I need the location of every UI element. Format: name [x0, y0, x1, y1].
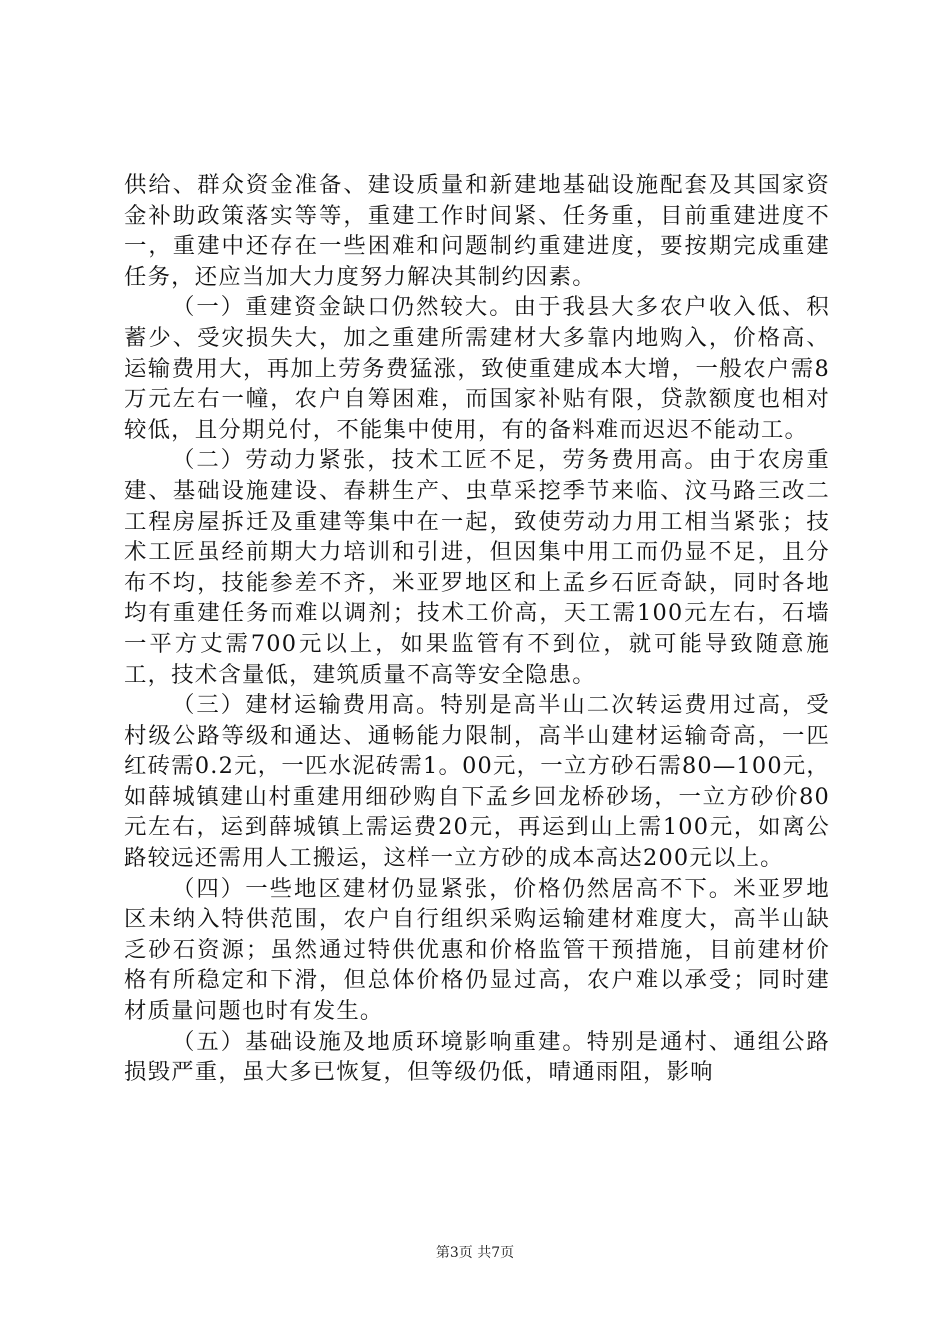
paragraph-intro: 供给、群众资金准备、建设质量和新建地基础设施配套及其国家资金补助政策落实等等，重建工作时间紧、任务重，目前重建进度不一，重建中还存在一些困难和问题制约重建进度，要按期完成重建任务，还应当加大力度努力解决其制约因素。	[124, 172, 830, 290]
paragraph-labor-shortage: （二）劳动力紧张，技术工匠不足，劳务费用高。由于农房重建、基础设施建设、春耕生产、虫草采挖季节来临、汶马路三改二工程房屋拆迁及重建等集中在一起，致使劳动力用工相当紧张；技术工匠虽经前期大力培训和引进，但因集中用工而仍显不足，且分布不均，技能参差不齐，米亚罗地区和上孟乡石匠奇缺，同时各地均有重建任务而难以调剂；技术工价高，天工需100元左右，石墙一平方丈需700元以上，如果监管有不到位，就可能导致随意施工，技术含量低，建筑质量不高等安全隐患。	[124, 447, 830, 688]
paragraph-funding-gap: （一）重建资金缺口仍然较大。由于我县大多农户收入低、积蓄少、受灾损失大，加之重建所需建材大多靠内地购入，价格高、运输费用大，再加上劳务费猛涨，致使重建成本大增，一般农户需8万元左右一幢，农户自筹困难，而国家补贴有限，贷款额度也相对较低，且分期兑付，不能集中使用，有的备料难而迟迟不能动工。	[124, 294, 830, 443]
paragraph-transport-cost: （三）建材运输费用高。特别是高半山二次转运费用过高，受村级公路等级和通达、通畅能力限制，高半山建材运输奇高，一匹红砖需0.2元，一匹水泥砖需1。00元，一立方砂石需80—100元，如薛城镇建山村重建用细砂购自下孟乡回龙桥砂场，一立方砂价80元左右，运到薛城镇上需运费20元，再运到山上需100元，如离公路较远还需用人工搬运，这样一立方砂的成本高达200元以上。	[124, 692, 830, 872]
document-body	[124, 170, 830, 1088]
paragraph-infrastructure: （五）基础设施及地质环境影响重建。特别是通村、通组公路损毁严重，虽大多已恢复，但等级仍低，晴通雨阻，影响	[124, 1028, 830, 1086]
paragraph-material-supply: （四）一些地区建材仍显紧张，价格仍然居高不下。米亚罗地区未纳入特供范围，农户自行组织采购运输建材难度大，高半山缺乏砂石资源；虽然通过特供优惠和价格监管干预措施，目前建材价格有所稳定和下滑，但总体价格仍显过高，农户难以承受；同时建材质量问题也时有发生。	[124, 875, 830, 1025]
page-footer: 第3页 共7页	[435, 1245, 515, 1261]
